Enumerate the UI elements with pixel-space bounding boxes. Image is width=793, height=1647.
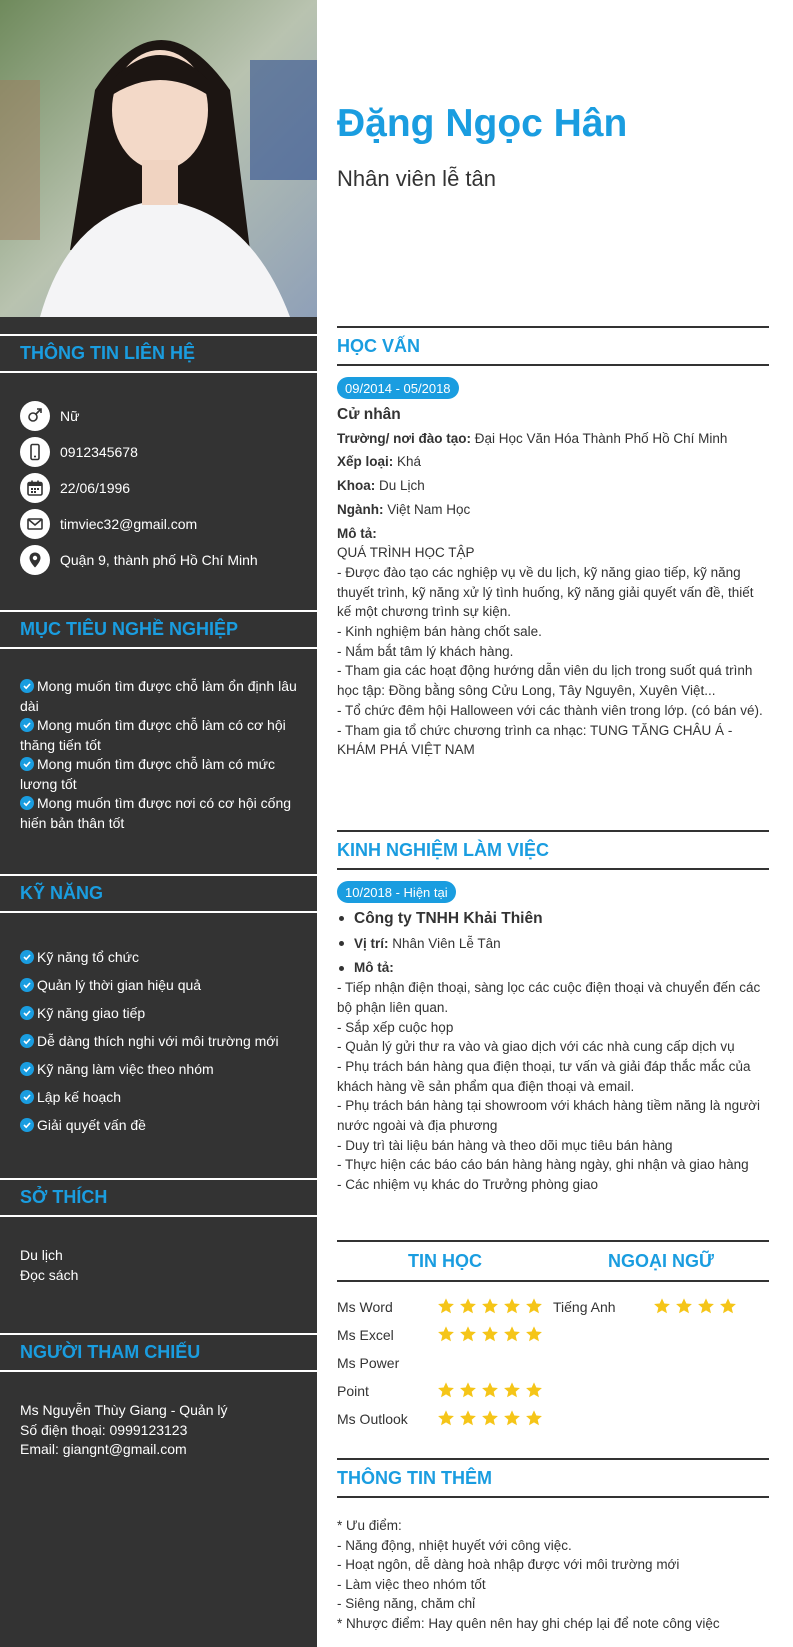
it-skills-table xyxy=(337,1293,543,1433)
star-icon xyxy=(437,1381,455,1402)
extra-info: * Ưu điểm: - Năng động, nhiệt huyết với công việc. - Hoạt ngôn, dễ dàng hoà nhập được với môi trường mới - Làm việc theo nhóm tốt - Siêng năng, chăm chỉ * Nhược điểm: Hay quên nên hay ghi chép lại để note công việc xyxy=(337,1518,720,1631)
star-icon xyxy=(525,1297,543,1318)
star-icon xyxy=(697,1297,715,1318)
skills-list xyxy=(20,943,310,1139)
check-circle-icon xyxy=(20,1006,34,1020)
list-item: Mong muốn tìm được nơi có cơ hội cống hiến bản thân tốt xyxy=(20,795,292,831)
check-circle-icon xyxy=(20,1118,34,1132)
experience-heading: KINH NGHIỆM LÀM VIỆC xyxy=(337,830,769,870)
rating-label: Ms Outlook xyxy=(337,1411,408,1427)
rating-row xyxy=(553,1293,737,1321)
check-circle-icon xyxy=(20,1034,34,1048)
check-circle-icon xyxy=(20,1062,34,1076)
list-item: Mong muốn tìm được chỗ làm có cơ hội thăng tiến tốt xyxy=(20,717,286,753)
email-icon xyxy=(20,509,50,539)
check-circle-icon xyxy=(20,1090,34,1104)
degree: Cử nhân xyxy=(337,406,401,423)
list-item: Quản lý thời gian hiệu quả xyxy=(20,971,310,999)
education-row: Xếp loại: Khá xyxy=(337,454,422,470)
gender-icon xyxy=(20,401,50,431)
contact-value: 0912345678 xyxy=(60,444,138,460)
education-block xyxy=(337,405,769,760)
hobbies-list xyxy=(20,1246,78,1285)
contact-gender xyxy=(20,398,310,434)
list-item: Giải quyết vấn đề xyxy=(20,1111,310,1139)
languages-table xyxy=(553,1293,737,1321)
list-item: Du lịch xyxy=(20,1247,63,1263)
skills-languages-heading xyxy=(337,1240,769,1282)
contact-birthday xyxy=(20,470,310,506)
contact-list xyxy=(20,398,310,578)
star-icon xyxy=(437,1325,455,1346)
star-rating xyxy=(437,1325,543,1346)
education-desc-label: Mô tả: xyxy=(337,525,377,541)
list-item: Số điện thoại: 0999123123 xyxy=(20,1421,188,1438)
check-circle-icon xyxy=(20,796,34,810)
star-icon xyxy=(481,1325,499,1346)
list-item: Đọc sách xyxy=(20,1266,79,1283)
rating-row xyxy=(337,1349,543,1377)
it-heading: TIN HỌC xyxy=(408,1250,482,1271)
contact-phone xyxy=(20,434,310,470)
star-rating xyxy=(437,1409,543,1430)
contact-address xyxy=(20,542,310,578)
star-icon xyxy=(525,1409,543,1430)
star-rating xyxy=(437,1297,543,1318)
list-item: Lập kế hoạch xyxy=(20,1083,310,1111)
languages-heading: NGOẠI NGỮ xyxy=(608,1250,714,1271)
star-icon xyxy=(503,1325,521,1346)
rating-label: Ms Excel xyxy=(337,1327,394,1343)
check-circle-icon xyxy=(20,757,34,771)
rating-label: Ms Word xyxy=(337,1299,393,1315)
star-icon xyxy=(481,1409,499,1430)
contact-email xyxy=(20,506,310,542)
experience-desc: - Tiếp nhận điện thoại, sàng lọc các cuộc điện thoại và chuyển đến các bộ phận liên quan. - Sắp xếp cuộc họp - Quản lý gửi thư ra vào và giao dịch với các nhà cung cấp dịch vụ - Phụ trách bán hàng qua điện thoại, tư vấn và giải đáp thắc mắc của khách hàng về sản phẩm qua điện thoại và email. - Phụ trách bán hàng tại showroom với khách hàng tiềm năng là người nước ngoài và địa phương - Duy trì tài liệu bán hàng và theo dõi mục tiêu bán hàng - Thực hiện các báo cáo bán hàng hàng ngày, ghi nhận và giao hàng - Các nhiệm vụ khác do Trưởng phòng giao xyxy=(337,980,761,1193)
list-item: Mong muốn tìm được chỗ làm ổn định lâu dài xyxy=(20,678,297,714)
job-title: Nhân viên lễ tân xyxy=(337,166,496,191)
check-circle-icon xyxy=(20,950,34,964)
education-period-badge: 09/2014 - 05/2018 xyxy=(337,377,459,399)
education-desc: QUÁ TRÌNH HỌC TẬP - Được đào tạo các nghiệp vụ về du lịch, kỹ năng giao tiếp, kỹ năng thuyết trình, kỹ năng xử lý tình huống, kỹ năng giải quyết vấn đề, thiết kế một chương trình sự kiện. - Kinh nghiệm bán hàng chốt sale. - Nắm bắt tâm lý khách hàng. - Tham gia các hoạt động hướng dẫn viên du lịch trong suốt quá trình học tập: Đồng bằng sông Cửu Long, Tây Nguyên, Xuyên Việt... - Tổ chức đêm hội Halloween với các thành viên trong lớp. (có bán vé). - Tham gia tổ chức chương trình ca nhạc: TUNG TĂNG CHÂU Á - KHÁM PHÁ VIỆT NAM xyxy=(337,545,763,758)
star-icon xyxy=(459,1409,477,1430)
extra-heading: THÔNG TIN THÊM xyxy=(337,1458,769,1498)
list-item: Kỹ năng giao tiếp xyxy=(20,999,310,1027)
rating-row xyxy=(337,1321,543,1349)
rating-label: Tiếng Anh xyxy=(553,1299,616,1315)
star-rating xyxy=(653,1297,737,1318)
experience-desc-label: Mô tả: xyxy=(337,958,769,978)
company: Công ty TNHH Khải Thiên xyxy=(337,909,769,929)
goals-list xyxy=(20,677,316,833)
list-item: Dễ dàng thích nghi với môi trường mới xyxy=(20,1027,310,1055)
contact-value: Nữ xyxy=(60,408,80,424)
candidate-name: Đặng Ngọc Hân xyxy=(337,102,628,145)
rating-row xyxy=(337,1377,543,1405)
list-item: Mong muốn tìm được chỗ làm có mức lương tốt xyxy=(20,756,275,792)
list-item: Ms Nguyễn Thùy Giang - Quản lý xyxy=(20,1402,228,1418)
star-icon xyxy=(437,1409,455,1430)
star-icon xyxy=(503,1297,521,1318)
education-heading: HỌC VẤN xyxy=(337,326,769,366)
star-icon xyxy=(525,1325,543,1346)
star-icon xyxy=(481,1381,499,1402)
experience-period-badge: 10/2018 - Hiện tại xyxy=(337,881,456,903)
references-list xyxy=(20,1401,228,1460)
contact-value[interactable]: timviec32@gmail.com xyxy=(60,516,198,532)
rating-row xyxy=(337,1405,543,1433)
list-item: Email: giangnt@gmail.com xyxy=(20,1441,187,1457)
contact-value: Quận 9, thành phố Hồ Chí Minh xyxy=(60,552,258,568)
star-icon xyxy=(503,1381,521,1402)
star-icon xyxy=(459,1325,477,1346)
position: Vị trí: Nhân Viên Lễ Tân xyxy=(337,934,769,954)
rating-label: Point xyxy=(337,1383,369,1399)
education-row: Khoa: Du Lịch xyxy=(337,478,425,494)
hobbies-heading: SỞ THÍCH xyxy=(0,1178,317,1217)
star-icon xyxy=(525,1381,543,1402)
star-rating xyxy=(437,1381,543,1402)
contact-heading: THÔNG TIN LIÊN HỆ xyxy=(0,334,317,373)
star-icon xyxy=(481,1297,499,1318)
location-icon xyxy=(20,545,50,575)
star-icon xyxy=(503,1409,521,1430)
experience-block xyxy=(337,909,769,1195)
education-row: Ngành: Việt Nam Học xyxy=(337,501,471,517)
references-heading: NGƯỜI THAM CHIẾU xyxy=(0,1333,317,1372)
star-icon xyxy=(459,1297,477,1318)
sidebar xyxy=(0,0,317,1647)
star-icon xyxy=(437,1297,455,1318)
rating-row xyxy=(337,1293,543,1321)
check-circle-icon xyxy=(20,679,34,693)
check-circle-icon xyxy=(20,978,34,992)
rating-label: Ms Power xyxy=(337,1355,400,1371)
list-item: Kỹ năng tổ chức xyxy=(20,943,310,971)
star-icon xyxy=(653,1297,671,1318)
check-circle-icon xyxy=(20,718,34,732)
education-row: Trường/ nơi đào tạo: Đại Học Văn Hóa Thành Phố Hồ Chí Minh xyxy=(337,430,728,446)
skills-heading: KỸ NĂNG xyxy=(0,874,317,913)
list-item: Kỹ năng làm việc theo nhóm xyxy=(20,1055,310,1083)
goals-heading: MỤC TIÊU NGHỀ NGHIỆP xyxy=(0,610,317,649)
calendar-icon xyxy=(20,473,50,503)
star-icon xyxy=(719,1297,737,1318)
star-icon xyxy=(675,1297,693,1318)
phone-icon xyxy=(20,437,50,467)
contact-value: 22/06/1996 xyxy=(60,480,131,496)
profile-photo xyxy=(0,0,317,317)
star-icon xyxy=(459,1381,477,1402)
